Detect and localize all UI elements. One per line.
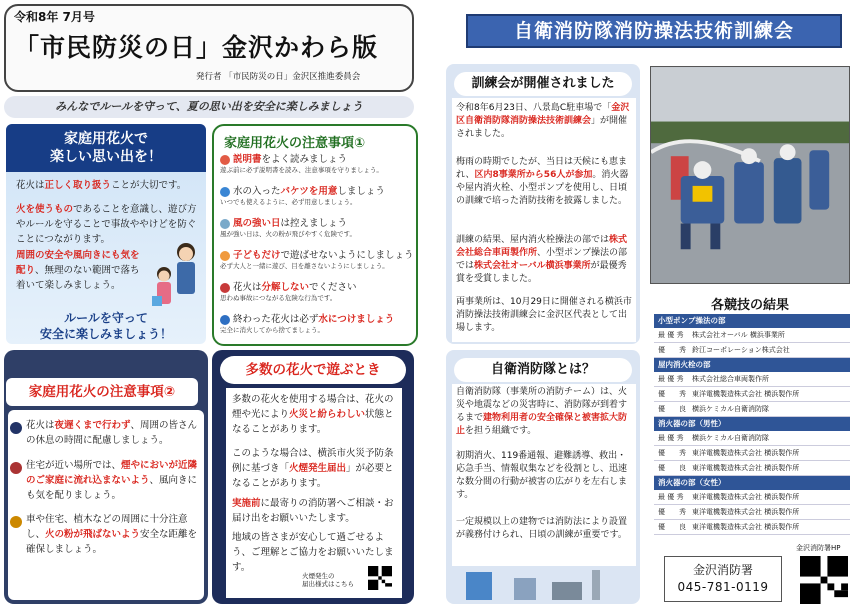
wind-icon <box>220 219 230 229</box>
no-disassemble-icon <box>220 283 230 293</box>
table-row: 最 優 秀 横浜ケミカル自衛消防隊 <box>654 431 850 446</box>
qr-code-icon[interactable] <box>368 566 392 590</box>
training-banner-title: 自衛消防隊消防操法技術訓練会 <box>466 14 842 48</box>
event-text-2: 梅雨の時期でしたが、当日は天候にも恵まれ、区内8事業所から56人が参加。消火器や屋内消火栓、小型ポンプを使用し、日頃の訓練で培った消防技術を披露しました。 <box>456 157 629 206</box>
child-icon <box>220 251 230 261</box>
corps-text-3: 一定規模以上の建物では消防法により設置が義務付けられ、日頃の訓練が重要です。 <box>456 517 628 540</box>
results-section-header: 屋内消火栓の部 <box>654 358 850 372</box>
water-drop-icon <box>220 315 230 325</box>
many-fireworks-text-1: 多数の花火を使用する場合は、花火の煙や光により火災と紛らわしい状態となることがあります。 <box>232 394 394 435</box>
table-row: 優 良 横浜ケミカル自衛消防隊 <box>654 402 850 417</box>
results-title: 各競技の結果 <box>710 298 789 313</box>
caution-1-item: 花火は分解しないでください 思わぬ事故につながる危険な行為です。 <box>220 282 357 302</box>
family-illustration-icon <box>150 238 202 310</box>
caution-1-item: 子どもだけで遊ばせないようにしましょう 必ず大人と一緒に遊び、目を離さないようにしましょう。 <box>220 250 414 270</box>
event-text-3: 訓練の結果、屋内消火栓操法の部では株式会社総合車両製作所、小型ポンプ操法の部では株式会社オーバル横浜事業所が最優秀賞を受賞しました。 <box>456 235 628 284</box>
caution-2-item: 住宅が近い場所では、煙やにおいが近隣のご家庭に流れ込まないよう、風向きにも気を配りましょう。 <box>26 460 198 501</box>
caution-2-title: 家庭用花火の注意事項② <box>6 378 198 406</box>
table-row: 最 優 秀 株式会社オーバル 横浜事業所 <box>654 328 850 343</box>
home-fireworks-title: 家庭用花火で 楽しい思い出を！ <box>6 124 206 172</box>
many-fireworks-text-2: このような場合は、横浜市火災予防条例に基づき「火煙発生届出」が必要となることがあります。 <box>232 448 394 489</box>
moon-icon <box>10 422 22 434</box>
table-row: 優 秀 鈴江コーポレーション株式会社 <box>654 343 850 358</box>
results-table <box>654 314 850 535</box>
table-row: 優 秀 東洋電機製造株式会社 横浜製作所 <box>654 387 850 402</box>
event-report-title: 訓練会が開催されました <box>454 72 632 96</box>
smoke-icon <box>10 462 22 474</box>
caution-1-title: 家庭用花火の注意事項① <box>224 136 366 151</box>
slogan-banner: みんなでルールを守って、夏の思い出を安全に楽しみましょう <box>4 96 414 118</box>
caution-2-item: 車や住宅、植木などの周囲に十分注意し、火の粉が飛ばないよう安全な距離を確保しましょう。 <box>26 514 198 555</box>
home-fireworks-box <box>6 124 206 344</box>
corps-text-2: 初期消火、119番通報、避難誘導、救出・応急手当、情報収集などを役割とし、迅速な数分間の行動が被害の広がりを左右します。 <box>456 451 628 500</box>
caution-2-item: 花火は夜遅くまで行わず、周囲の皆さんの休息の時間に配慮しましょう。 <box>26 420 198 446</box>
spark-icon <box>10 516 22 528</box>
hp-label: 金沢消防署HP <box>796 544 841 552</box>
table-row: 最 優 秀 株式会社総合車両製作所 <box>654 372 850 387</box>
home-fireworks-text-2: 火を使うものであることを意識し、遊び方やルールを守ることで事故ややけどを防ぐことにつながります。 <box>16 204 197 245</box>
home-fireworks-text-3: 周囲の安全や風向きにも気を配り、無理のない範囲で落ち着いて楽しみましょう。 <box>16 250 140 291</box>
fire-station-contact <box>664 556 782 602</box>
manual-icon <box>220 155 230 165</box>
event-text-4: 両事業所は、10月29日に開催される横浜市消防操法技術訓練会に金沢区代表として出場します。 <box>456 297 632 333</box>
training-photo <box>650 66 850 284</box>
many-fireworks-text-4: 地域の皆さまが安心して過ごせるよう、ご理解とご協力をお願いいたします。 <box>232 532 394 573</box>
page-title: 「市民防災の日」金沢かわら版 <box>14 33 379 62</box>
table-row: 最 優 秀 東洋電機製造株式会社 横浜製作所 <box>654 490 850 505</box>
many-fireworks-text-3: 実施前に最寄りの消防署へご相談・お届け出をお願いいたします。 <box>232 498 394 524</box>
home-fireworks-footer: ルールを守って 安全に楽しみましょう！ <box>39 311 172 341</box>
issue-label: 令和8年 7月号 <box>14 10 95 24</box>
caution-1-item: 説明書をよく読みましょう 遊ぶ前に必ず説明書を読み、注意事項を守りましょう。 <box>220 154 383 174</box>
station-phone: 045-781-0119 <box>677 580 769 594</box>
table-row: 優 良 東洋電機製造株式会社 横浜製作所 <box>654 461 850 476</box>
qr-code-icon[interactable] <box>800 556 848 604</box>
publisher-label: 発行者 「市民防災の日」金沢区推進委員会 <box>196 72 361 82</box>
results-section-header: 消火器の部（男性） <box>654 417 850 431</box>
caution-1-item: 水の入ったバケツを用意しましょう いつでも使えるように、必ず用意しましょう。 <box>220 186 385 206</box>
caution-1-panel <box>212 124 418 346</box>
qr-caption: 火煙発生の 届出様式はこちら <box>302 572 354 588</box>
caution-1-item: 風の強い日は控えましょう 風が強い日は、火の粉が飛びやすく危険です。 <box>220 218 356 238</box>
event-text-1: 令和8年6月23日、八景島C駐車場で「金沢区自衛消防隊消防操法技術訓練会」が開催されました。 <box>456 103 630 139</box>
results-section-header: 消火器の部（女性） <box>654 476 850 490</box>
bucket-icon <box>220 187 230 197</box>
table-row: 優 秀 東洋電機製造株式会社 横浜製作所 <box>654 505 850 520</box>
table-row: 優 良 東洋電機製造株式会社 横浜製作所 <box>654 520 850 535</box>
table-row: 優 秀 東洋電機製造株式会社 横浜製作所 <box>654 446 850 461</box>
buildings-illustration-icon <box>452 566 636 600</box>
corps-text-1: 自衛消防隊（事業所の消防チーム）は、火災や地震などの災害時に、消防隊が到着するまで建物利用者の安全確保と被害拡大防止を担う組織です。 <box>456 387 628 436</box>
many-fireworks-title: 多数の花火で遊ぶとき <box>220 356 406 384</box>
corps-title: 自衛消防隊とは？ <box>454 358 632 382</box>
home-fireworks-text-1: 花火は正しく取り扱うことが大切です。 <box>16 180 187 191</box>
station-name: 金沢消防署 <box>692 563 753 577</box>
caution-1-item: 終わった花火は必ず水につけましょう 完全に消火してから捨てましょう。 <box>220 314 395 334</box>
results-section-header: 小型ポンプ操法の部 <box>654 314 850 328</box>
